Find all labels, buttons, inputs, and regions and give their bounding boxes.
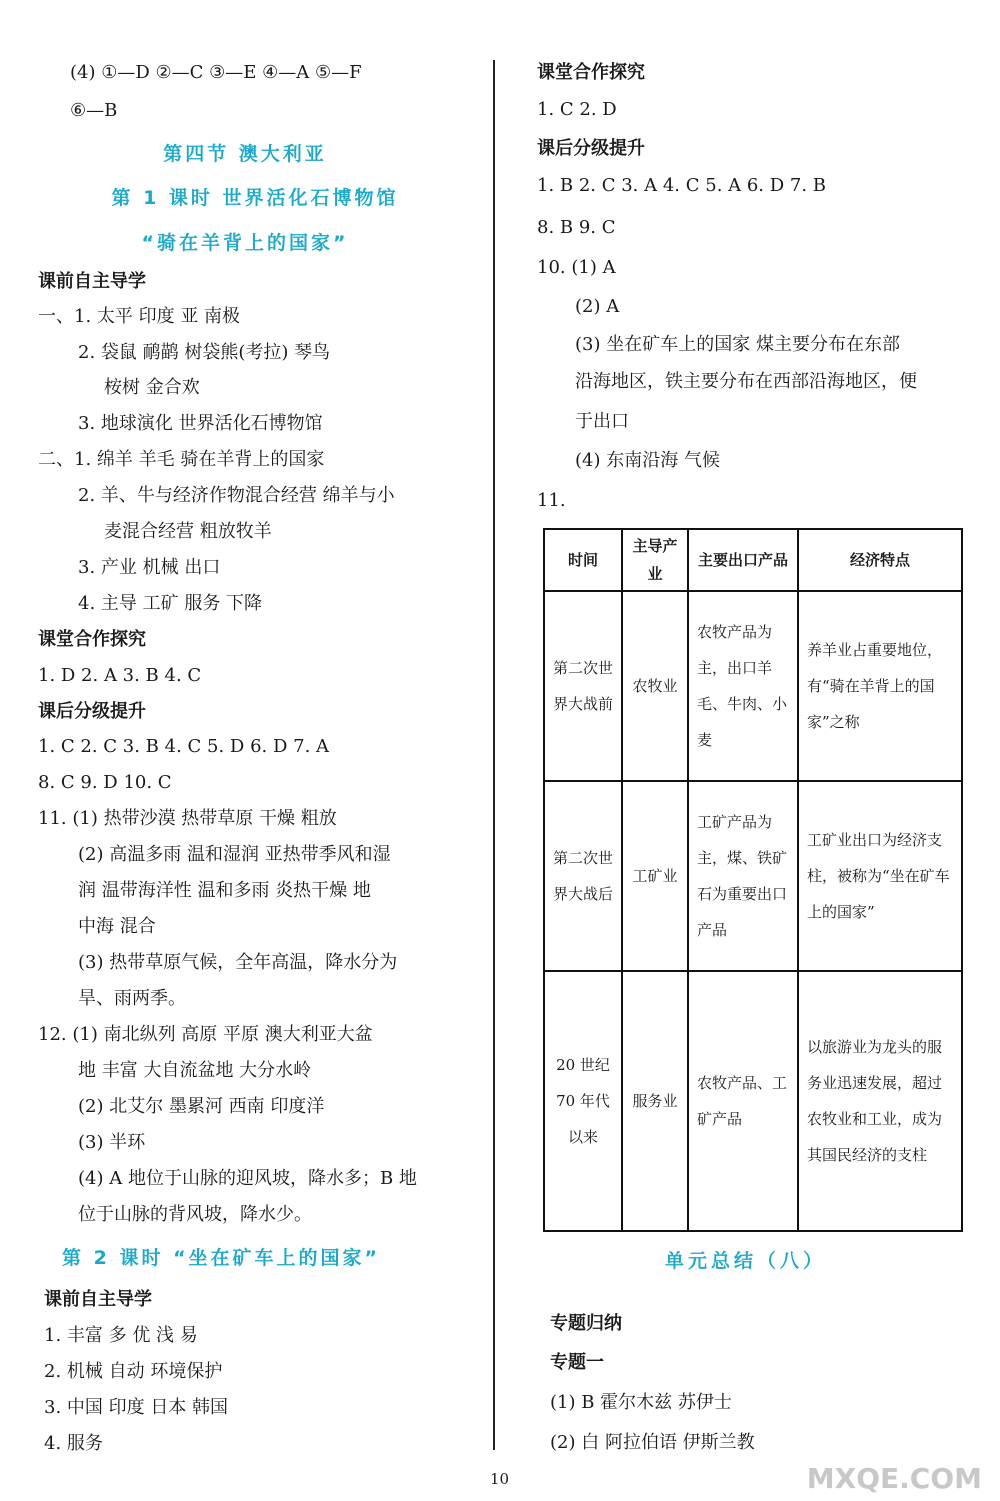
table-row	[544, 591, 962, 781]
text-line: (2) 北艾尔 墨累河 西南 印度洋	[78, 1096, 325, 1117]
text-line: (2) 白 阿拉伯语 伊斯兰教	[550, 1432, 755, 1453]
section-heading: 课堂合作探究	[38, 629, 146, 650]
text-line: (4) ①—D ②—C ③—E ④—A ⑤—F	[70, 62, 362, 83]
unit-title: 单元总结（八）	[665, 1250, 827, 1272]
text-line: 11.	[537, 490, 566, 511]
table-cell: 工矿业	[622, 781, 688, 971]
text-line: (1) B 霍尔木兹 苏伊士	[550, 1392, 732, 1413]
text-line: 11. (1) 热带沙漠 热带草原 干燥 粗放	[38, 808, 337, 829]
text-line: 润 温带海洋性 温和多雨 炎热干燥 地	[78, 880, 371, 901]
table-cell: 第二次世界大战前	[544, 591, 622, 781]
text-line: ⑥—B	[70, 100, 118, 121]
column-divider	[493, 60, 495, 1450]
text-line: 3. 产业 机械 出口	[78, 557, 221, 578]
text-line: 2. 羊、牛与经济作物混合经营 绵羊与小	[78, 485, 395, 506]
table-cell: 以旅游业为龙头的服务业迅速发展，超过农牧业和工业，成为其国民经济的支柱	[798, 971, 962, 1231]
text-line: 一、1. 太平 印度 亚 南极	[38, 306, 241, 327]
text-line: 4. 主导 工矿 服务 下降	[78, 593, 263, 614]
text-line: 3. 地球演化 世界活化石博物馆	[78, 413, 323, 434]
text-line: 8. C 9. D 10. C	[38, 772, 172, 793]
table-cell: 服务业	[622, 971, 688, 1231]
section-heading: 专题归纳	[550, 1313, 622, 1334]
table-header: 时间	[544, 529, 622, 591]
table-header: 经济特点	[798, 529, 962, 591]
text-line: (3) 热带草原气候，全年高温，降水分为	[78, 952, 398, 973]
table-cell: 农牧产品为主，出口羊毛、牛肉、小麦	[688, 591, 798, 781]
text-line: 8. B 9. C	[537, 217, 616, 238]
text-line: (4) A 地位于山脉的迎风坡，降水多；B 地	[78, 1168, 417, 1189]
text-line: 位于山脉的背风坡，降水少。	[78, 1204, 312, 1225]
table-cell: 第二次世界大战后	[544, 781, 622, 971]
text-line: 1. C 2. C 3. B 4. C 5. D 6. D 7. A	[38, 736, 330, 757]
text-line: 于出口	[575, 411, 629, 432]
table-cell: 工矿产品为主，煤、铁矿石为重要出口产品	[688, 781, 798, 971]
text-line: (3) 坐在矿车上的国家 煤主要分布在东部	[575, 334, 900, 355]
text-line: (4) 东南沿海 气候	[575, 450, 720, 471]
text-line: 1. 丰富 多 优 浅 易	[44, 1325, 198, 1346]
table-header: 主导产业	[622, 529, 688, 591]
table-cell: 养羊业占重要地位，有“骑在羊背上的国家”之称	[798, 591, 962, 781]
text-line: 12. (1) 南北纵列 高原 平原 澳大利亚大盆	[38, 1024, 373, 1045]
text-line: 10. (1) A	[537, 257, 616, 278]
text-line: 2. 袋鼠 鸸鹋 树袋熊(考拉) 琴鸟	[78, 342, 331, 363]
text-line: 1. B 2. C 3. A 4. C 5. A 6. D 7. B	[537, 175, 827, 196]
watermark: MXQE.COM	[806, 1462, 982, 1495]
section-title: 第四节 澳大利亚	[163, 143, 327, 165]
economy-table	[543, 528, 963, 1232]
table-row	[544, 781, 962, 971]
text-line: (3) 半环	[78, 1132, 146, 1153]
text-line: 1. C 2. D	[537, 99, 617, 120]
table-cell: 20 世纪 70 年代以来	[544, 971, 622, 1231]
lesson-title: 第 2 课时 “坐在矿车上的国家”	[62, 1247, 381, 1269]
lesson-subtitle: “骑在羊背上的国家”	[141, 232, 349, 254]
section-heading: 课堂合作探究	[537, 62, 645, 83]
text-line: (2) 高温多雨 温和湿润 亚热带季风和湿	[78, 844, 391, 865]
text-line: 沿海地区，铁主要分布在西部沿海地区，便	[575, 371, 917, 392]
text-line: 旱、雨两季。	[78, 988, 186, 1009]
text-line: 4. 服务	[44, 1433, 103, 1454]
page-number: 10	[490, 1470, 510, 1488]
table-row	[544, 971, 962, 1231]
text-line: 桉树 金合欢	[104, 377, 200, 398]
table-cell: 工矿业出口为经济支柱，被称为“坐在矿车上的国家”	[798, 781, 962, 971]
section-heading: 专题一	[550, 1352, 604, 1373]
section-heading: 课前自主导学	[44, 1289, 152, 1310]
lesson-title: 第 1 课时 世界活化石博物馆	[111, 187, 399, 209]
text-line: 二、1. 绵羊 羊毛 骑在羊背上的国家	[38, 449, 325, 470]
text-line: 2. 机械 自动 环境保护	[44, 1361, 223, 1382]
text-line: (2) A	[575, 296, 620, 317]
table-header: 主要出口产品	[688, 529, 798, 591]
text-line: 3. 中国 印度 日本 韩国	[44, 1397, 229, 1418]
section-heading: 课前自主导学	[38, 271, 146, 292]
table-cell: 农牧产品、工矿产品	[688, 971, 798, 1231]
table-header-row	[544, 529, 962, 591]
section-heading: 课后分级提升	[537, 138, 645, 159]
text-line: 麦混合经营 粗放牧羊	[104, 521, 272, 542]
text-line: 地 丰富 大自流盆地 大分水岭	[78, 1060, 312, 1081]
text-line: 中海 混合	[78, 916, 156, 937]
section-heading: 课后分级提升	[38, 701, 146, 722]
text-line: 1. D 2. A 3. B 4. C	[38, 665, 202, 686]
table-cell: 农牧业	[622, 591, 688, 781]
